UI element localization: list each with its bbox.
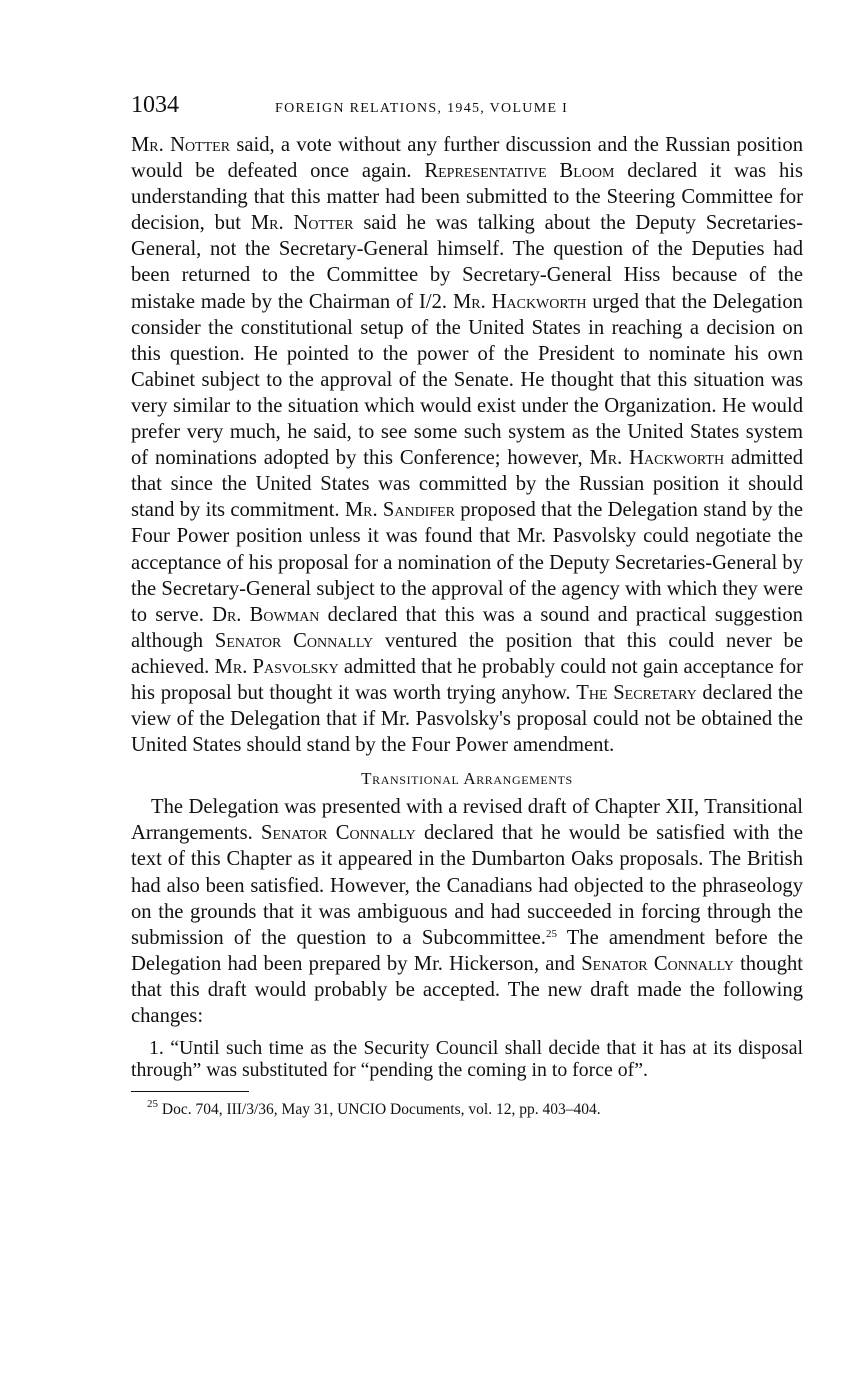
speaker-name: Senator Connally — [214, 629, 374, 652]
speaker-name: Mr. Notter — [131, 134, 231, 156]
paragraph-delegation-discussion — [131, 132, 803, 758]
footnote-text: Doc. 704, III/3/36, May 31, UNCIO Documents, vol. 12, pp. 403–404. — [158, 1101, 601, 1119]
paragraph-text: said he was talking about the Deputy Secretaries-General, not the Secretary-General himself. The question of the Deputies had been returned to the Committee by Secretary-General Hiss because of the mistake made by the Chairman of I/2. — [131, 212, 804, 313]
paragraph-text: proposed that the Delegation stand by the Four Power position unless it was found that Mr. Pasvolsky could negotiate the acceptance of his proposal for a nomination of the Deputy Secretaries-General by the Secretary-General subject to the approval of the agency with which they were to serve. — [131, 499, 803, 626]
speaker-name: Mr. Sandifer — [344, 499, 456, 522]
paragraph-text: admitted that since the United States was committed by the Russian position it should stand by its commitment. — [131, 447, 803, 522]
paragraph-text: admitted that he probably could not gain acceptance for his proposal but thought it was worth trying anyhow. — [131, 655, 803, 704]
paragraph-text: declared that he would be satisfied with the text of this Chapter as it appeared in the Dumbarton Oaks proposals. The British had also been satisfied. However, the Canadians had objected to the phraseology on the grounds that it was ambiguous and had succeeded in forcing through the submission of the question to a Subcommittee. — [131, 822, 803, 949]
footnote-divider — [131, 1091, 249, 1092]
page-header — [131, 92, 803, 132]
speaker-name: Mr. Notter — [250, 212, 354, 235]
speaker-name: Mr. Hackworth — [452, 290, 587, 313]
speaker-name: Mr. Pasvolsky — [214, 655, 339, 678]
speaker-name: The Secretary — [576, 681, 697, 704]
list-item: 1. “Until such time as the Security Council shall decide that it has at its disposal through” was substituted for “pending the coming in to force of”. — [131, 1037, 803, 1082]
paragraph-transitional-arrangements — [131, 794, 803, 1029]
paragraph-text: thought that this draft would probably be accepted. The new draft made the following changes: — [131, 952, 804, 1027]
speaker-name: Representative Bloom — [424, 160, 615, 183]
paragraph-text: declared the view of the Delegation that if Mr. Pasvolsky's proposal could not be obtained the United States should stand by the Four Power amendment. — [131, 681, 803, 757]
running-title: FOREIGN RELATIONS, 1945, VOLUME I — [275, 101, 569, 116]
paragraph-text: The Delegation was presented with a revised draft of Chapter XII, Transitional Arrangements. — [131, 796, 803, 845]
page-number: 1034 — [131, 92, 179, 118]
paragraph-text: declared that this was a sound and practical suggestion although — [131, 603, 803, 652]
paragraph-text: urged that the Delegation consider the constitutional setup of the United States in reaching a decision on this question. He pointed to the power of the President to nominate his own Cabinet subject to the approval of the Senate. He thought that this situation was very similar to the situation which would exist under the Organization. He would prefer very much, he said, to see some such system as the United States system of nominations adopted by this Conference; however, — [131, 290, 803, 470]
paragraph-text: ventured the position that this could never be achieved. — [131, 629, 803, 678]
paragraph-text: The amendment before the Delegation had been prepared by Mr. Hickerson, and — [131, 926, 803, 975]
speaker-name: Dr. Bowman — [212, 603, 320, 626]
paragraph-text: said, a vote without any further discussion and the Russian position would be defeated once again. — [131, 134, 804, 183]
footnote-marker: 25 — [147, 1098, 158, 1111]
document-page — [131, 92, 803, 1120]
footnote — [131, 1100, 803, 1120]
speaker-name: Senator Connally — [581, 952, 734, 975]
section-heading: Transitional Arrangements — [361, 769, 573, 789]
speaker-name: Senator Connally — [261, 822, 416, 845]
paragraph-text: declared it was his understanding that this matter had been submitted to the Steering Committee for decision, but — [131, 160, 803, 235]
footnote-reference: 25 — [545, 927, 557, 940]
speaker-name: Mr. Hackworth — [589, 447, 725, 470]
